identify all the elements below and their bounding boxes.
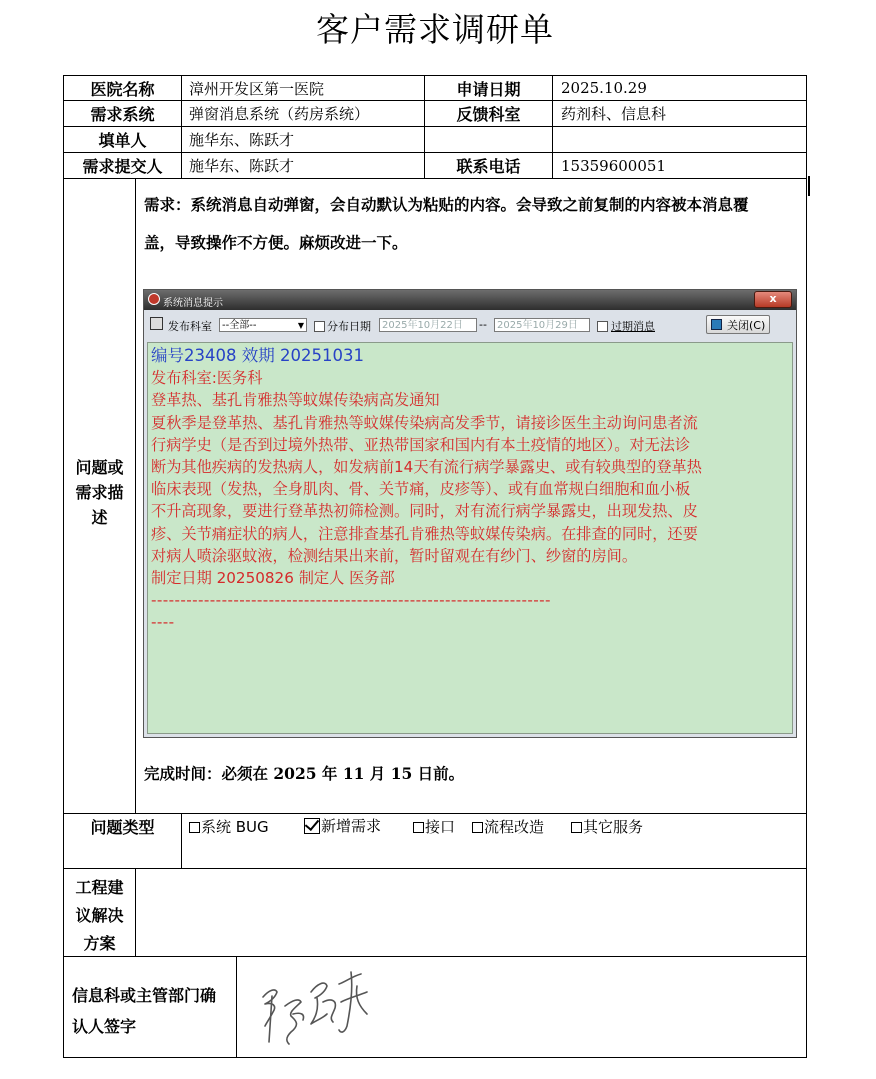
checked-checkbox-icon <box>304 818 320 834</box>
message-line: 疹、关节痛症状的病人，注意排查基孔肯雅热等蚊媒传染病。在排查的同时，还要 <box>151 524 698 543</box>
dept-label: 反馈科室 <box>456 105 521 124</box>
apply-date-label: 申请日期 <box>456 79 521 99</box>
option-other-service[interactable]: 其它服务 <box>571 816 643 837</box>
option-system-bug[interactable]: 系统 BUG <box>189 816 269 837</box>
dept-value: 药剂科、信息科 <box>561 105 667 123</box>
expired-label: 过期消息 <box>611 320 655 333</box>
message-divider-tail: ---- <box>151 613 175 632</box>
deadline: 完成时间：必须在 2025 年 11 月 15 日前。 <box>144 764 465 783</box>
message-divider: -------------------------------------------------------------------- <box>151 591 551 610</box>
checkbox-icon <box>189 822 200 833</box>
submitter-label: 需求提交人 <box>82 157 163 176</box>
date-to-picker[interactable]: 2025年10月29日 <box>494 318 590 332</box>
engineering-solution-field[interactable] <box>136 869 806 956</box>
message-popup-window <box>143 289 797 738</box>
phone-value: 15359600051 <box>561 156 666 175</box>
requirement-line-1: 需求：系统消息自动弹窗，会自动默认为粘贴的内容。会导致之前复制的内容被本消息覆 <box>144 195 749 214</box>
filler-value: 施华东、陈跃才 <box>189 131 295 149</box>
date-from-picker[interactable]: 2025年10月22日 <box>379 318 477 332</box>
submitter-value: 施华东、陈跃才 <box>189 157 295 175</box>
problem-type-label: 问题类型 <box>90 817 155 837</box>
message-line: 断为其他疾病的发热病人，如发病前14天有流行病学暴露史、或有较典型的登革热 <box>151 458 702 477</box>
system-value: 弹窗消息系统（药房系统） <box>189 105 370 123</box>
system-label: 需求系统 <box>90 105 155 124</box>
message-line: 夏秋季是登革热、基孔肯雅热等蚊媒传染病高发季节，请接诊医生主动询问患者流 <box>151 413 698 432</box>
hospital-value: 漳州开发区第一医院 <box>189 79 325 98</box>
popup-toolbar <box>146 314 792 338</box>
sign-label: 信息科或主管部门确 认人签字 <box>72 986 217 1036</box>
date-checkbox-label: 分布日期 <box>327 320 371 333</box>
description-label: 问题或 需求描 述 <box>75 458 124 527</box>
app-icon <box>148 293 160 305</box>
apply-date-value: 2025.10.29 <box>561 79 647 97</box>
message-line: 对病人喷涂驱蚊液，检测结果出来前，暂时留观在有纱门、纱窗的房间。 <box>151 546 637 565</box>
page-title: 客户需求调研单 <box>316 10 554 49</box>
option-process-change[interactable]: 流程改造 <box>472 816 544 837</box>
message-content <box>147 342 793 734</box>
message-line: 制定日期 20250826 制定人 医务部 <box>151 569 395 588</box>
printer-icon[interactable] <box>150 317 163 330</box>
date-checkbox[interactable] <box>314 321 325 332</box>
checkbox-icon <box>413 822 424 833</box>
hospital-label: 医院名称 <box>90 79 155 99</box>
requirement-line-2: 盖，导致操作不方便。麻烦改进一下。 <box>144 233 408 252</box>
date-separator: -- <box>479 318 487 331</box>
chevron-down-icon: ▼ <box>297 321 304 330</box>
message-line: 行病学史（是否到过境外热带、亚热带国家和国内有本土疫情的地区）。对无法诊 <box>151 435 691 454</box>
close-button-icon <box>711 319 722 330</box>
phone-label: 联系电话 <box>456 157 521 176</box>
expired-checkbox[interactable] <box>597 321 608 332</box>
dept-select[interactable]: --全部-- ▼ <box>219 318 307 332</box>
message-line: 不升高现象，要进行登革热初筛检测。同时，对有流行病学暴露史，出现发热、皮 <box>151 502 698 521</box>
handwritten-signature <box>255 962 390 1052</box>
message-line: 登革热、基孔肯雅热等蚊媒传染病高发通知 <box>151 391 440 410</box>
checkbox-icon <box>571 822 582 833</box>
popup-close-button[interactable]: 关闭(C) <box>706 315 770 334</box>
dept-filter-label: 发布科室 <box>168 320 212 333</box>
checkbox-icon <box>472 822 483 833</box>
filler-label: 填单人 <box>98 131 147 150</box>
message-dept-line: 发布科室:医务科 <box>151 369 263 388</box>
popup-title: 系统消息提示 <box>163 298 223 309</box>
option-interface[interactable]: 接口 <box>413 816 455 837</box>
message-line: 临床表现（发热，全身肌肉、骨、关节痛，皮疹等）、或有血常规白细胞和血小板 <box>151 480 691 499</box>
option-new-requirement[interactable]: 新增需求 <box>304 815 381 836</box>
popup-titlebar <box>144 290 796 310</box>
engineering-label: 工程建 议解决 方案 <box>75 878 124 953</box>
close-icon[interactable]: x <box>754 291 792 308</box>
message-id-line: 编号23408 效期 20251031 <box>151 346 364 365</box>
